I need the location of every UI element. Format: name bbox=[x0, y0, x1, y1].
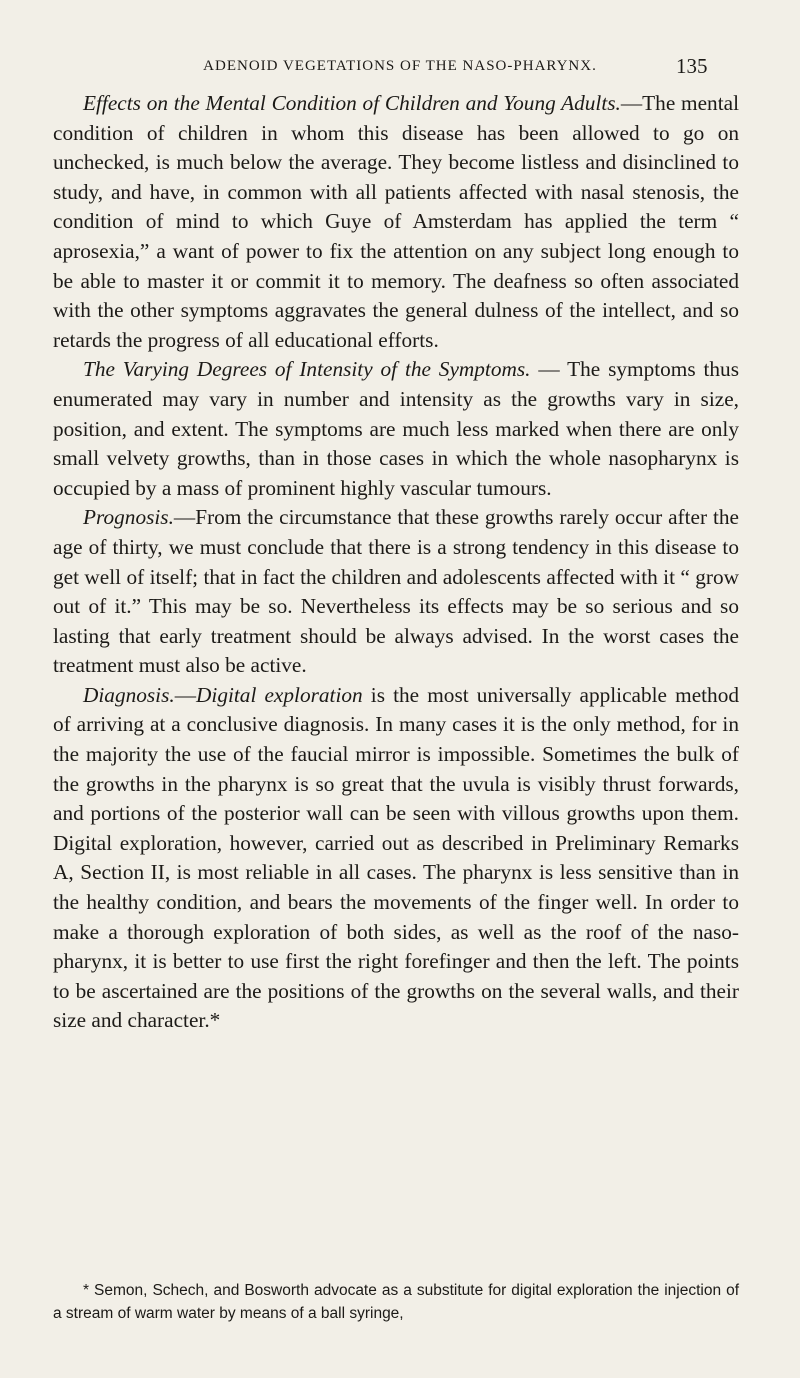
dash: — bbox=[174, 682, 197, 707]
paragraph-text: — The symptoms thus enumerated may vary in number and intensity as the growths vary in size, position, and extent. The symptoms are much less marked when there are only small velvety growths, than in those cases in which the whole nasopharynx is occupied by a mass of prominent highly vascular tumours. bbox=[53, 357, 739, 500]
section-heading: The Varying Degrees of Intensity of the Symptoms. bbox=[83, 357, 531, 382]
paragraph-varying-degrees bbox=[53, 355, 739, 503]
body-text bbox=[53, 89, 739, 1036]
running-head: ADENOID VEGETATIONS OF THE NASO-PHARYNX. bbox=[203, 58, 597, 74]
section-heading: Prognosis. bbox=[83, 505, 174, 530]
paragraph-prognosis bbox=[53, 503, 739, 681]
section-subheading: Digital exploration bbox=[196, 682, 363, 707]
section-heading: Effects on the Mental Condition of Children and Young Adults. bbox=[83, 91, 621, 115]
paragraph-text: is the most universally applicable method of arriving at a conclusive diagnosis. In many cases it is the only method, for in the majority the use of the faucial mirror is impossible. Sometimes the bulk of the growths in the pharynx is so great that the uvula is visibly thrust forwards, and portions of the posterior wall can be seen with villous growths upon them. Digital exploration, however, carried out as described in Preliminary Remarks A, Section II, is most reliable in all cases. The pharynx is less sensitive than in the healthy condition, and bears the movements of the finger well. In order to make a thorough exploration of both sides, as well as the roof of the naso-pharynx, it is better to use first the right forefinger and then the left. The points to be ascertained are the positions of the growths on the several walls, and their size and character.* bbox=[53, 682, 740, 1033]
paragraph-text: —The mental condition of children in whom this disease has been allowed to go on unchecked, is much below the average. They become listless and disinclined to study, and have, in common with all patients affected with nasal stenosis, the condition of mind to which Guye of Amsterdam has applied the term “ aprosexia,” a want of power to fix the attention on any subject long enough to be able to master it or commit it to memory. The deafness so often associated with the other symptoms aggravates the general dulness of the intellect, and so retards the progress of all educational efforts. bbox=[53, 91, 739, 352]
paragraph-text: —From the circumstance that these growths rarely occur after the age of thirty, we must conclude that there is a strong tendency in this disease to get well of itself; that in fact the children and adolescents affected with it “ grow out of it.” This may be so. Nevertheless its effects may be so serious and so lasting that early treatment should be always advised. In the worst cases the treatment must also be active. bbox=[53, 505, 739, 678]
section-heading: Diagnosis. bbox=[83, 682, 175, 707]
footnote: * Semon, Schech, and Bosworth advocate as a substitute for digital exploration the injection of a stream of warm water by means of a ball syringe, bbox=[53, 1282, 739, 1322]
paragraph-mental-condition bbox=[53, 89, 739, 355]
page-number: 135 bbox=[676, 54, 708, 78]
paragraph-diagnosis bbox=[53, 681, 739, 1036]
